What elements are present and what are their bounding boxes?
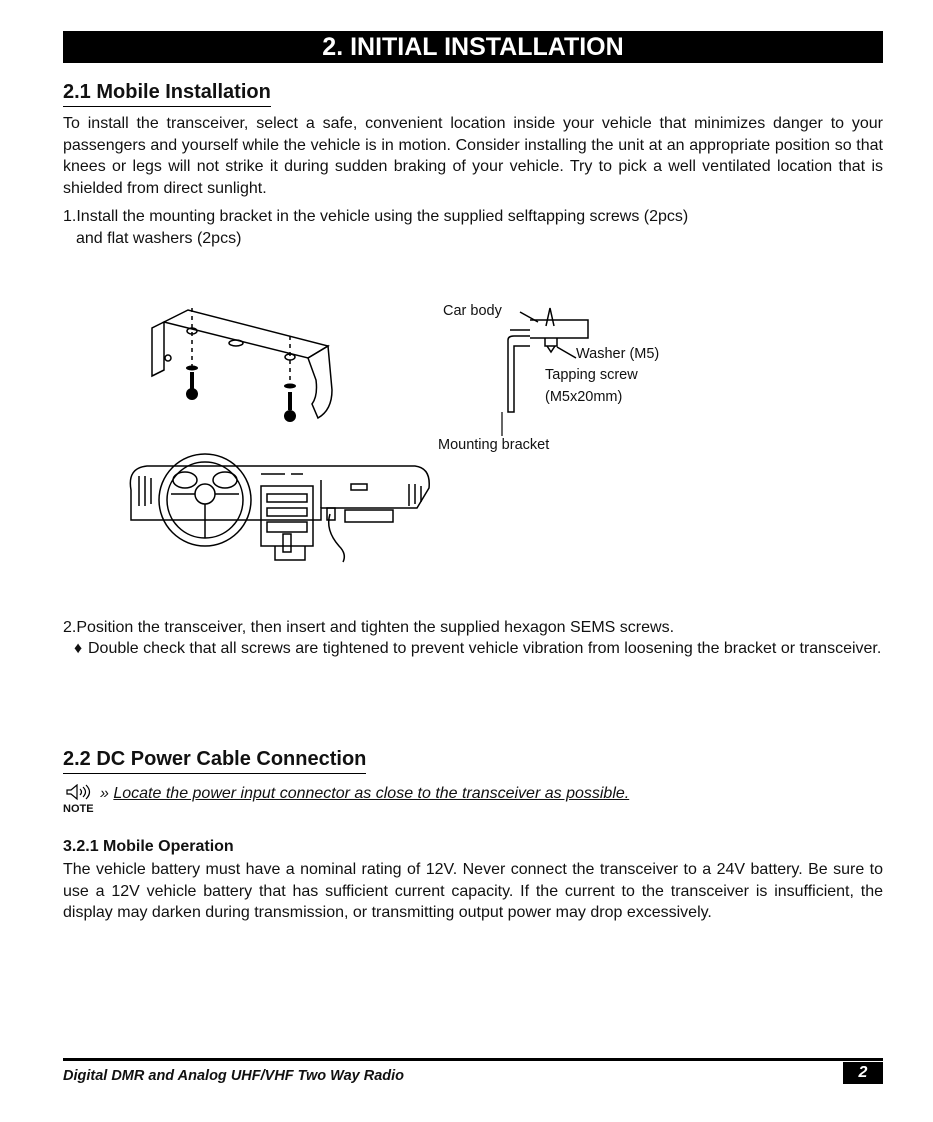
section-title-dc-power: 2.2 DC Power Cable Connection (63, 747, 366, 774)
step-1-line-2: and flat washers (2pcs) (76, 230, 242, 247)
bullet-mark: ♦ (74, 640, 83, 657)
footer-title: Digital DMR and Analog UHF/VHF Two Way Radio (63, 1068, 405, 1084)
mounting-detail-illustration (490, 300, 600, 430)
note-prefix: » (100, 785, 109, 802)
section-title-mobile-installation: 2.1 Mobile Installation (63, 80, 271, 107)
note-text: Locate the power input connector as close to the transceiver as possible. (113, 785, 630, 802)
chapter-title: 2. INITIAL INSTALLATION (63, 31, 883, 63)
note-line (100, 785, 629, 803)
label-mounting-bracket: Mounting bracket (438, 437, 550, 453)
step-1-line-1: 1.Install the mounting bracket in the vehicle using the supplied selftapping screws (2pcs) (63, 208, 689, 225)
dashboard-illustration (125, 450, 435, 570)
bracket-screws-illustration (140, 300, 350, 430)
mobile-installation-intro: To install the transceiver, select a safe, convenient location inside your vehicle that minimizes danger to your passengers and yourself while the vehicle is in motion. Consider installing the unit at an appropriate position so that knees or legs will not strike it during sudden braking of your vehicle. Try to pick a well ventilated location that is shielded from direct sunlight. (63, 115, 883, 197)
bullet-text: Double check that all screws are tightened to prevent vehicle vibration from loosening the bracket or transceiver. (88, 640, 882, 657)
page-number: 2 (843, 1062, 883, 1084)
label-washer: Washer (M5) (576, 346, 660, 362)
footer-rule (63, 1058, 883, 1061)
label-tapping-screw: Tapping screw (545, 367, 638, 383)
note-label: NOTE (63, 803, 94, 815)
step-2: 2.Position the transceiver, then insert and tighten the supplied hexagon SEMS screws. (63, 619, 675, 636)
speaker-note-icon (65, 784, 99, 802)
subsection-title-mobile-operation: 3.2.1 Mobile Operation (63, 838, 234, 855)
label-car-body: Car body (443, 303, 502, 319)
mobile-operation-text: The vehicle battery must have a nominal rating of 12V. Never connect the transceiver to a 24V battery. Be sure to use a 12V vehicle battery that has sufficient current capacity. If the current to the transceiver is insufficient, the display may darken during transmission, or transmitting output power may drop excessively. (63, 861, 883, 921)
bracket-leader-line (500, 412, 504, 436)
label-screw-size: (M5x20mm) (545, 389, 623, 405)
